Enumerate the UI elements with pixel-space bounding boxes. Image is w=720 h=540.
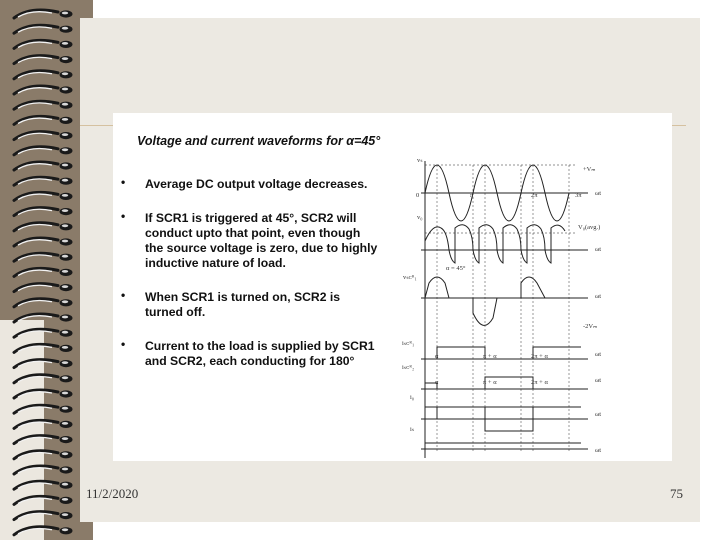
ring-icon (14, 451, 73, 459)
bullet-icon: • (121, 337, 126, 351)
label-wt: ωt (595, 190, 602, 197)
ring-icon (14, 527, 73, 535)
label-io: i₀ (410, 394, 415, 401)
bullet-item: • If SCR1 is triggered at 45°, SCR2 will conduct upto that point, even though the source voltage is zero, due to highly inductive nature of load. (121, 209, 378, 270)
label-two-pi-a: 2π + α (531, 379, 548, 386)
label-vo: v₀ (417, 214, 423, 221)
label-wt: ωt (595, 246, 602, 253)
label-a: α (435, 353, 439, 360)
ring-icon (14, 466, 73, 474)
bullet-icon: • (121, 288, 126, 302)
ring-icon (14, 299, 73, 307)
label-iscr1: iₛᴄᴿ₁ (402, 340, 415, 347)
ring-icon (14, 405, 73, 413)
label-vs: vₛ (417, 157, 423, 164)
ring-icon (14, 512, 73, 520)
bullet-list (119, 177, 379, 388)
ring-icon (14, 10, 73, 18)
ring-icon (14, 147, 73, 155)
ring-icon (14, 25, 73, 33)
ring-icon (14, 192, 73, 200)
label-vo-avg: V₀(avg.) (578, 224, 601, 231)
label-is: iₛ (410, 426, 415, 433)
label-pi-a: π + α (483, 379, 497, 386)
ring-icon (14, 314, 73, 322)
bullet-item: • When SCR1 is turned on, SCR2 is turned off. (121, 288, 341, 319)
label-a: α (435, 379, 439, 386)
ring-icon (14, 253, 73, 261)
ring-icon (14, 375, 73, 383)
label-zero: 0 (416, 192, 420, 199)
bullet-item: • Current to the load is supplied by SCR1 and SCR2, each conducting for 180° (121, 337, 375, 368)
ring-icon (14, 132, 73, 140)
ring-icon (14, 481, 73, 489)
label-wt: ωt (595, 411, 602, 418)
spiral-rings-icon (0, 0, 95, 540)
ring-icon (14, 284, 73, 292)
label-vscr1: vₛᴄᴿ₁ (403, 274, 417, 281)
label-two-pi: 2π (531, 192, 538, 199)
ring-icon (14, 344, 73, 352)
ring-icon (14, 436, 73, 444)
slide-title: Voltage and current waveforms for α=45° (137, 134, 381, 148)
footer-date: 11/2/2020 (86, 486, 139, 501)
ring-icon (14, 223, 73, 231)
ring-icon (14, 162, 73, 170)
label-pi-a: π + α (483, 353, 497, 360)
slide-image (113, 113, 672, 461)
ring-icon (14, 71, 73, 79)
ring-icon (14, 329, 73, 337)
ring-icon (14, 238, 73, 246)
ring-icon (14, 360, 73, 368)
ring-icon (14, 268, 73, 276)
label-two-pi-a: 2π + α (531, 353, 548, 360)
label-three-pi: 3π (575, 192, 582, 199)
ring-icon (14, 420, 73, 428)
label-vm: +Vₘ (583, 166, 596, 173)
ring-icon (14, 496, 73, 504)
label-wt: ωt (595, 293, 602, 300)
label-neg-two-vm: -2Vₘ (583, 323, 598, 330)
label-pi: π (470, 192, 474, 199)
bullet-item: • Average DC output voltage decreases. (121, 175, 368, 191)
ring-icon (14, 390, 73, 398)
bullet-icon: • (121, 175, 126, 189)
ring-icon (14, 86, 73, 94)
ring-icon (14, 101, 73, 109)
label-wt: ωt (595, 377, 602, 384)
page-number: 75 (670, 486, 683, 501)
ring-icon (14, 177, 73, 185)
label-alpha: α = 45° (446, 265, 466, 272)
label-iscr2: iₛᴄᴿ₂ (402, 364, 415, 371)
ring-icon (14, 116, 73, 124)
ring-icon (14, 40, 73, 48)
ring-icon (14, 208, 73, 216)
label-wt: ωt (595, 351, 602, 358)
ring-icon (14, 56, 73, 64)
label-wt: ωt (595, 447, 602, 454)
bullet-icon: • (121, 209, 126, 223)
